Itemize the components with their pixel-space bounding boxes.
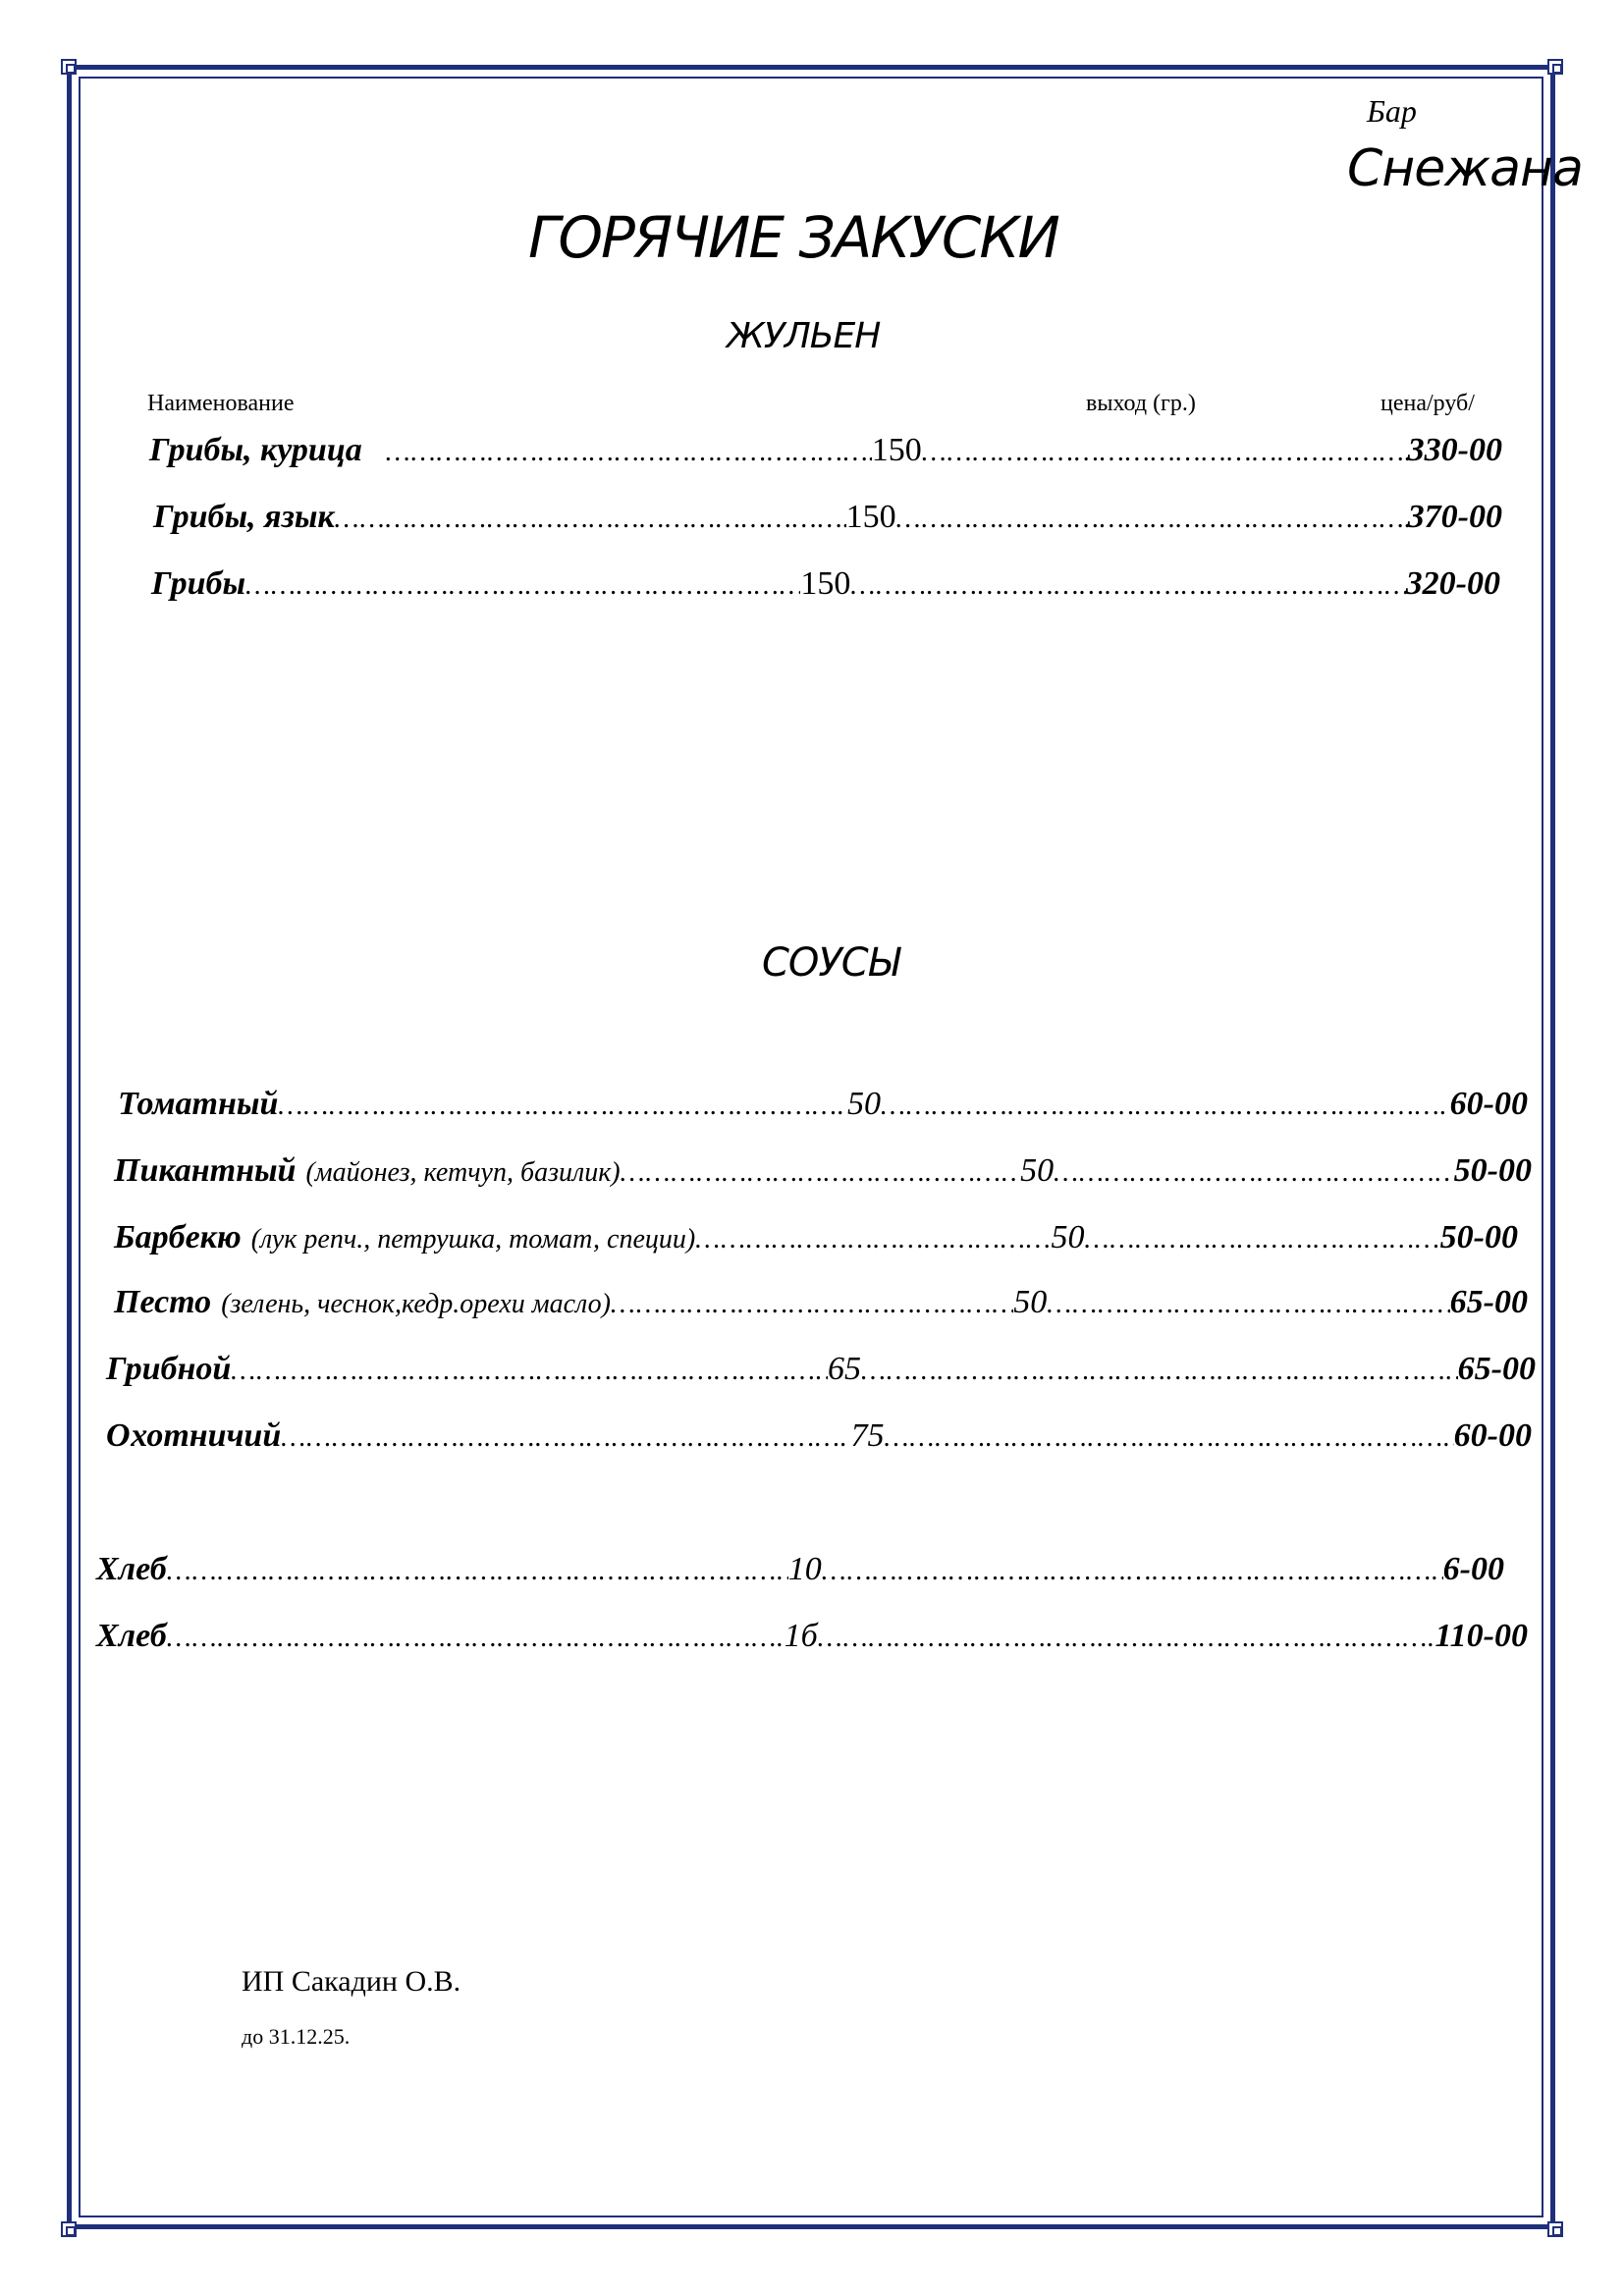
menu-item [96, 1618, 1528, 1655]
leader-dots [611, 1289, 1013, 1320]
menu-item [114, 1284, 1528, 1321]
item-name: Хлеб [96, 1618, 167, 1654]
owner-info: ИП Сакадин О.В. [242, 1965, 461, 1998]
item-output: 50 [1051, 1219, 1085, 1255]
item-name: Грибной [106, 1351, 232, 1387]
item-output: 150 [845, 499, 896, 535]
page-title: ГОРЯЧИЕ ЗАКУСКИ [528, 204, 1058, 271]
menu-item [153, 499, 1502, 536]
leader-dots [1054, 1157, 1454, 1189]
item-name: Охотничий [106, 1417, 282, 1454]
menu-item [149, 432, 1502, 469]
item-output: 10 [787, 1551, 822, 1587]
item-output: 75 [850, 1417, 885, 1454]
item-price: 50-00 [1439, 1219, 1518, 1255]
menu-item [114, 1152, 1532, 1190]
column-header-name: Наименование [147, 391, 295, 416]
item-name: Томатный [118, 1086, 279, 1122]
menu-item [106, 1351, 1536, 1388]
leader-dots [695, 1224, 1051, 1255]
leader-dots [896, 504, 1408, 535]
leader-dots [621, 1157, 1021, 1189]
leader-dots [167, 1623, 785, 1654]
corner-ornament [1547, 2221, 1563, 2237]
item-name: Грибы, язык [153, 499, 335, 535]
item-name: Пикантный [114, 1152, 297, 1189]
item-price: 370-00 [1407, 499, 1502, 535]
menu-item [96, 1551, 1504, 1588]
item-price: 60-00 [1453, 1417, 1532, 1454]
item-price: 65-00 [1457, 1351, 1536, 1387]
corner-ornament [1547, 59, 1563, 75]
item-output: 50 [1013, 1284, 1048, 1320]
page-border-inner [79, 77, 1543, 2217]
item-name: Хлеб [96, 1551, 167, 1587]
menu-item [114, 1219, 1518, 1256]
menu-item [106, 1417, 1532, 1455]
item-description: (лук репч., петрушка, томат, специи) [250, 1224, 696, 1255]
item-name: Грибы, курица [149, 432, 362, 468]
leader-dots [335, 504, 846, 535]
leader-dots [922, 437, 1408, 468]
valid-until: до 31.12.25. [242, 2024, 351, 2049]
item-output: 150 [800, 565, 851, 602]
menu-item [118, 1086, 1528, 1123]
item-output: 50 [847, 1086, 882, 1122]
corner-ornament [61, 59, 77, 75]
leader-dots [281, 1422, 850, 1454]
leader-dots [1084, 1224, 1439, 1255]
item-description: (майонез, кетчуп, базилик) [305, 1157, 621, 1188]
item-price: 6-00 [1442, 1551, 1504, 1587]
corner-ornament [61, 2221, 77, 2237]
leader-dots [278, 1091, 847, 1122]
leader-dots [386, 437, 872, 468]
item-name: Грибы [151, 565, 246, 602]
leader-dots [850, 570, 1405, 602]
item-name: Песто [114, 1284, 212, 1320]
item-price: 60-00 [1449, 1086, 1528, 1122]
leader-dots [818, 1623, 1435, 1654]
item-output: 50 [1020, 1152, 1055, 1189]
bar-label: Бар [1367, 93, 1417, 129]
leader-dots [822, 1556, 1443, 1587]
leader-dots [1047, 1289, 1449, 1320]
item-output: 1б [784, 1618, 818, 1654]
item-price: 320-00 [1405, 565, 1500, 602]
bar-name: Снежана [1347, 139, 1583, 198]
column-header-price: цена/руб/ [1380, 391, 1475, 416]
section-title-sauces: СОУСЫ [762, 940, 899, 986]
leader-dots [231, 1356, 828, 1387]
leader-dots [884, 1422, 1453, 1454]
item-price: 330-00 [1407, 432, 1502, 468]
item-price: 50-00 [1453, 1152, 1532, 1189]
leader-dots [881, 1091, 1450, 1122]
item-description: (зелень, чеснок,кедр.орехи масло) [221, 1289, 611, 1319]
leader-dots [245, 570, 800, 602]
item-output: 150 [871, 432, 922, 468]
leader-dots [167, 1556, 788, 1587]
item-price: 110-00 [1435, 1618, 1528, 1654]
item-name: Барбекю [114, 1219, 242, 1255]
item-output: 65 [827, 1351, 861, 1387]
leader-dots [861, 1356, 1458, 1387]
item-price: 65-00 [1449, 1284, 1528, 1320]
column-header-output: выход (гр.) [1086, 391, 1196, 416]
menu-item [151, 565, 1500, 603]
section-title-julien: ЖУЛЬЕН [727, 316, 881, 356]
